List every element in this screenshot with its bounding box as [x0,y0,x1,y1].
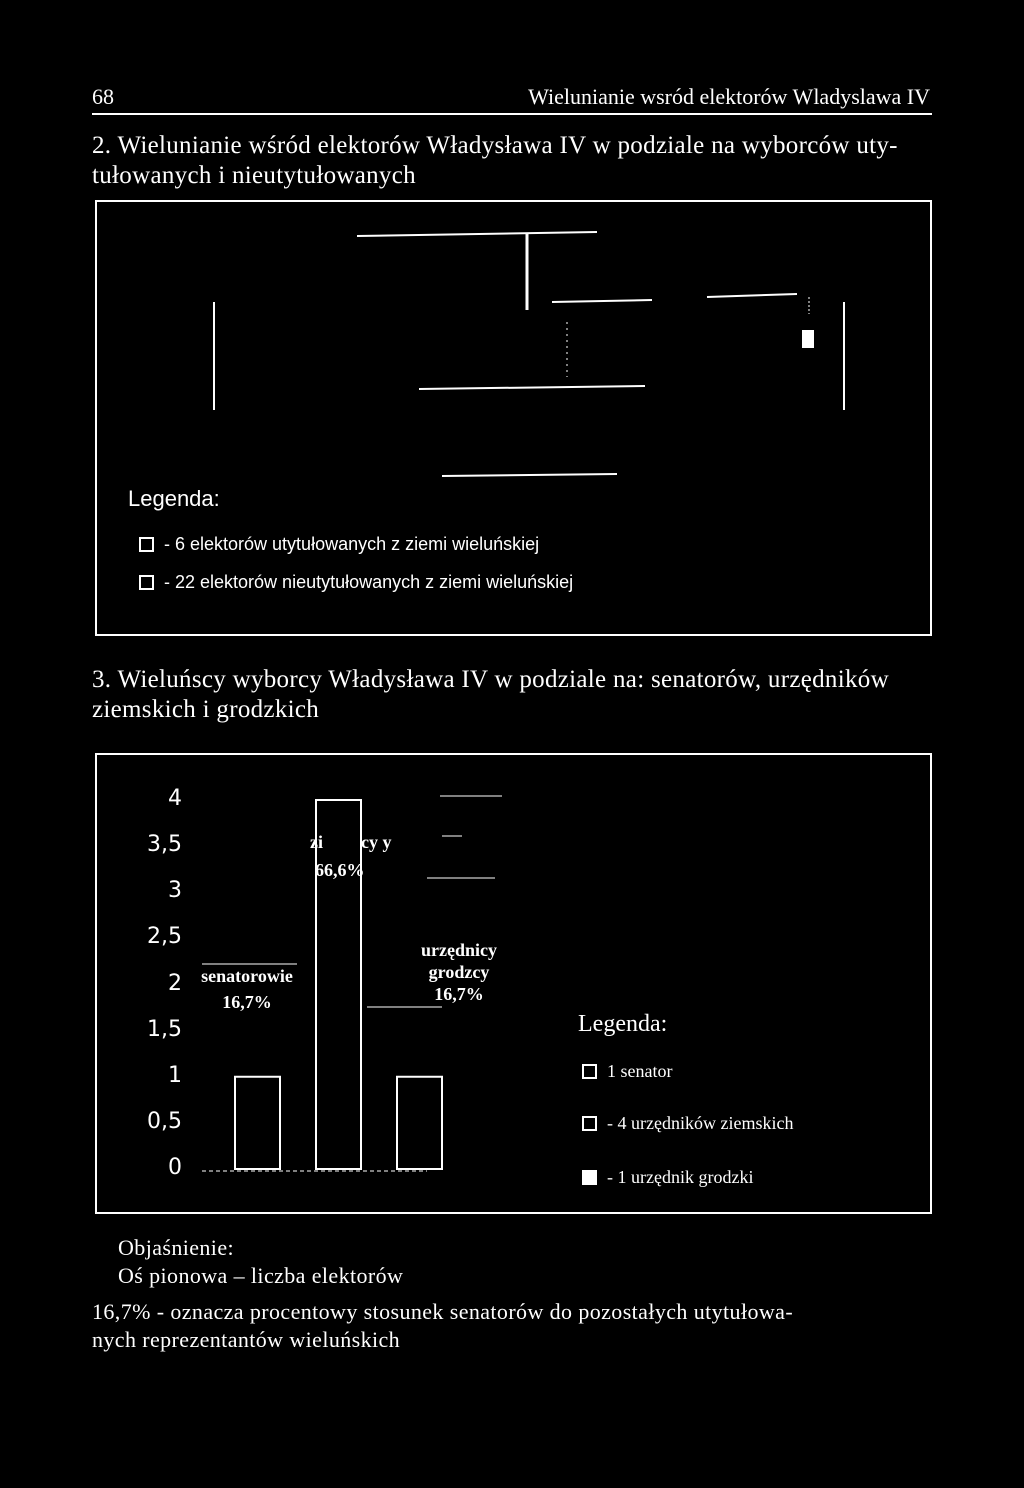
legend-square-icon [582,1064,597,1079]
explanation-line2: 16,7% - oznacza procentowy stosunek senatorów do pozostałych utytułowa- [92,1299,794,1324]
explanation-title: Objaśnienie: [118,1235,234,1260]
figure3-legend-item [582,1167,753,1188]
y-tick-label: 0 [168,1155,182,1180]
bar-senatorowie [235,1077,280,1169]
bar-label-percent: 66,6% [315,860,365,880]
y-tick-label: 3,5 [147,832,182,858]
bar-urzędnicy-ziemscy [316,800,361,1169]
y-tick-label: 2 [168,970,182,996]
figure3-frame [95,753,932,1214]
figure2-frame [95,200,932,636]
running-title: Wielunianie wsród elektorów Wladyslawa IV [528,84,930,109]
figure3-caption-line1: 3. Wieluńscy wyborcy Władysława IV w podziale na: senatorów, urzędników [92,666,889,693]
bar-label-name: senatorowie [201,966,293,986]
bar-label-name-2: grodzcy [428,962,490,982]
explanation [118,1234,938,1290]
bar-label-name: urzędnicy [421,940,497,960]
figure3-legend-item [582,1113,793,1134]
figure3-caption-line2: ziemskich i grodzkich [92,696,320,723]
figure2-legend-title: Legenda: [128,486,220,511]
figure2-legend-item [139,534,539,555]
y-tick-label: 3 [168,878,182,904]
bar-label-percent: 16,7% [222,992,272,1012]
figure2-caption-line2: tułowanych i nieutytułowanych [92,162,416,189]
y-tick-label: 4 [168,786,182,811]
bar-label-percent: 16,7% [434,984,484,1004]
figure3-legend-title: Legenda: [578,1011,668,1037]
figure3-legend-label-1: 1 senator [607,1061,673,1081]
header-rule [92,113,932,115]
bar-label-name-2: cy y [361,832,392,852]
figure2-legend-item [139,572,573,593]
figure3-legend-label-3: - 1 urzędnik grodzki [607,1167,754,1187]
explanation-line1: Oś pionowa – liczba elektorów [118,1263,404,1288]
figure2-legend-label-2: - 22 elektorów nieutytułowanych z ziemi wieluńskiej [164,572,574,592]
figure3-legend-label-2: - 4 urzędników ziemskich [607,1113,794,1133]
legend-square-icon [582,1116,597,1131]
bar-label-grodzcy [389,939,529,1005]
y-tick-label: 1 [168,1062,182,1088]
y-tick-label: 0,5 [147,1108,182,1134]
legend-square-icon [139,575,154,590]
y-tick-label: 1,5 [147,1016,182,1042]
legend-filled-square-icon [582,1170,597,1185]
figure2-caption [92,131,932,191]
explanation-line3: nych reprezentantów wieluńskich [92,1327,401,1352]
figure2-caption-line1: 2. Wielunianie wśród elektorów Władysława IV w podziale na wyborców uty- [92,132,898,159]
bar-label-ziemscy-fragment [361,831,401,853]
figure2-legend-label-1: - 6 elektorów utytułowanych z ziemi wieluńskiej [164,534,540,554]
bar-label-senatorowie [177,965,317,1013]
figure3-caption [92,665,932,725]
y-tick-label: 2,5 [147,924,182,950]
bar-label-name: zi [310,832,323,852]
figure3-legend-item [582,1061,672,1082]
bar-label-ziemscy-pct [315,859,395,881]
page-number: 68 [92,84,114,109]
bar-urzędnicy-grodzcy [397,1077,442,1169]
legend-square-icon [139,537,154,552]
figure2-faded-chart [97,202,930,634]
explanation-continued [92,1298,932,1354]
